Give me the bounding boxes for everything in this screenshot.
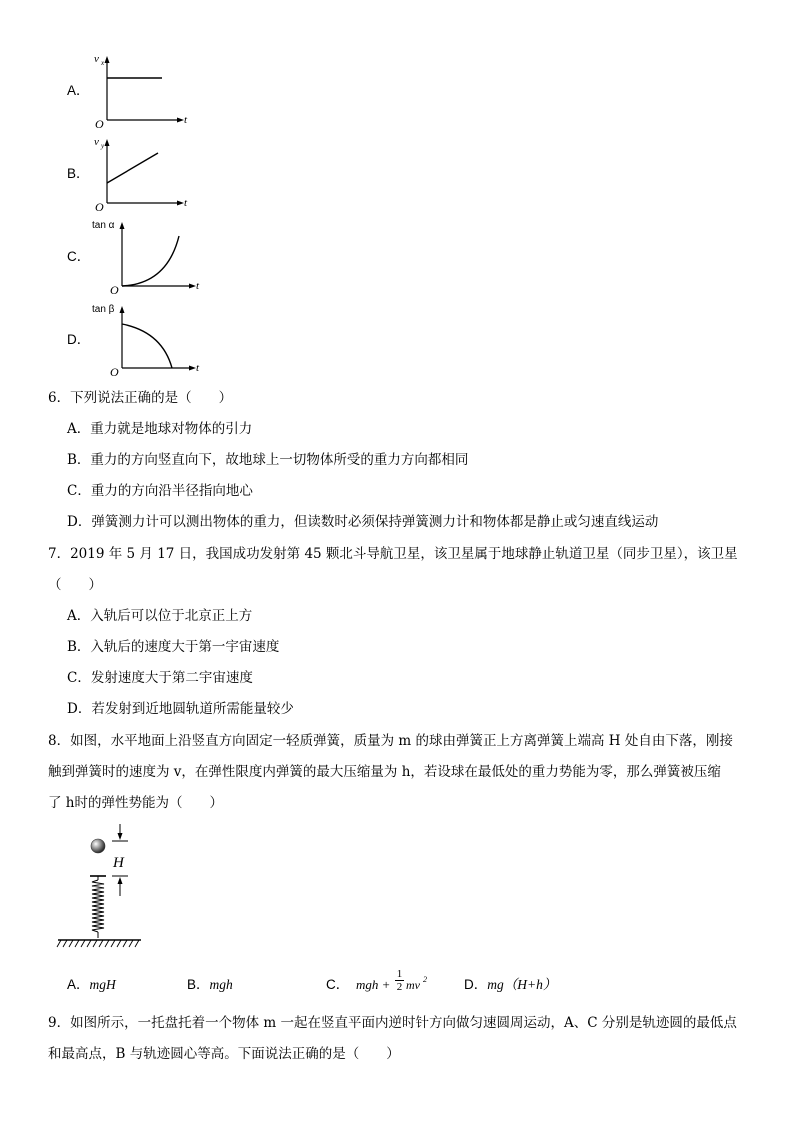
option-expr: mg（H+h） — [487, 977, 557, 992]
option-expr: mgH — [89, 977, 116, 992]
option-expr-tail: mv — [406, 978, 420, 992]
y-axis-label: tan α — [92, 220, 115, 231]
q8-line3: 了 h时的弹性势能为（ ） — [48, 795, 223, 811]
q8-option-a[interactable] — [67, 976, 116, 994]
q5-graph-d — [92, 298, 212, 378]
x-axis-label: t — [196, 280, 200, 292]
y-axis-label: v — [94, 136, 99, 148]
q7-option-b[interactable]: B．入轨后的速度大于第一宇宙速度 — [67, 639, 280, 655]
y-axis-label: tan β — [92, 304, 115, 315]
q8-line2: 触到弹簧时的速度为 v，在弹性限度内弹簧的最大压缩量为 h，若设球在最低处的重力势能为零，那么弹簧被压缩 — [48, 764, 721, 780]
q7-stem-line2: （ ） — [48, 577, 102, 593]
q6-option-b[interactable]: B．重力的方向竖直向下，故地球上一切物体所受的重力方向都相同 — [67, 452, 469, 468]
fraction-denominator: 2 — [396, 981, 403, 993]
tan-alpha-time-graph — [92, 216, 212, 296]
x-axis-label: t — [184, 114, 188, 126]
option-letter: A． — [67, 977, 90, 992]
spring-coil — [92, 880, 104, 932]
arrow-down-icon — [118, 833, 123, 840]
y-axis-label: v — [94, 53, 99, 65]
tan-beta-time-graph — [92, 298, 212, 378]
origin-label: O — [95, 200, 104, 214]
option-expr: mgh + — [356, 977, 391, 992]
q6-option-c[interactable]: C．重力的方向沿半径指向地心 — [67, 483, 253, 499]
y-axis-subscript: y — [101, 142, 105, 150]
option-expr: mgh — [209, 977, 233, 992]
superscript: 2 — [423, 975, 427, 984]
q5-graph-a — [92, 50, 202, 130]
fraction-numerator: 1 — [396, 968, 403, 980]
q6-stem: 6．下列说法正确的是（ ） — [48, 390, 233, 406]
q8-option-b[interactable] — [187, 976, 233, 994]
x-axis-label: t — [184, 197, 188, 209]
q5-graph-c — [92, 216, 212, 296]
q5-option-a-letter[interactable]: A． — [67, 83, 90, 98]
velocity-time-graph-a — [92, 50, 202, 130]
q8-line1: 8．如图，水平地面上沿竖直方向固定一轻质弹簧，质量为 m 的球由弹簧正上方离弹簧上端高 H 处自由下落，刚接 — [48, 733, 733, 749]
option-letter: B． — [187, 977, 210, 992]
origin-label: O — [110, 283, 119, 297]
q6-option-d[interactable]: D．弹簧测力计可以测出物体的重力，但读数时必须保持弹簧测力计和物体都是静止或匀速直线运动 — [67, 514, 659, 530]
option-letter: D． — [464, 977, 488, 992]
q8-option-d[interactable] — [464, 976, 556, 994]
spring-ball-diagram — [55, 820, 155, 950]
q9-line1: 9．如图所示，一托盘托着一个物体 m 一起在竖直平面内逆时针方向做匀速圆周运动，A、C 分别是轨迹圆的最低点 — [48, 1015, 737, 1031]
option-letter: C． — [326, 977, 350, 992]
q5-option-c-letter[interactable]: C． — [67, 249, 91, 264]
graph-curve — [122, 236, 179, 286]
q9-line2: 和最高点，B 与轨迹圆心等高。下面说法正确的是（ ） — [48, 1046, 400, 1062]
q8-spring-figure — [55, 820, 155, 950]
q7-option-c[interactable]: C．发射速度大于第二宇宙速度 — [67, 670, 253, 686]
velocity-time-graph-b — [92, 133, 202, 213]
q7-stem-line1: 7．2019 年 5 月 17 日，我国成功发射第 45 颗北斗导航卫星，该卫星属于地球静止轨道卫星（同步卫星），该卫星 — [48, 546, 738, 562]
q5-option-b-letter[interactable]: B． — [67, 166, 90, 181]
q5-graph-b — [92, 133, 202, 213]
q7-option-d[interactable]: D．若发射到近地圆轨道所需能量较少 — [67, 701, 294, 717]
origin-label: O — [95, 117, 104, 131]
graph-line — [107, 153, 158, 183]
y-axis-subscript: x — [101, 59, 105, 67]
x-axis-label: t — [196, 362, 200, 374]
height-label: H — [113, 855, 124, 871]
graph-curve — [122, 324, 172, 368]
q5-option-d-letter[interactable]: D． — [67, 332, 91, 347]
ball-icon — [91, 839, 105, 853]
q6-option-a[interactable]: A．重力就是地球对物体的引力 — [67, 421, 253, 437]
q7-option-a[interactable]: A．入轨后可以位于北京正上方 — [67, 608, 253, 624]
origin-label: O — [110, 365, 119, 379]
